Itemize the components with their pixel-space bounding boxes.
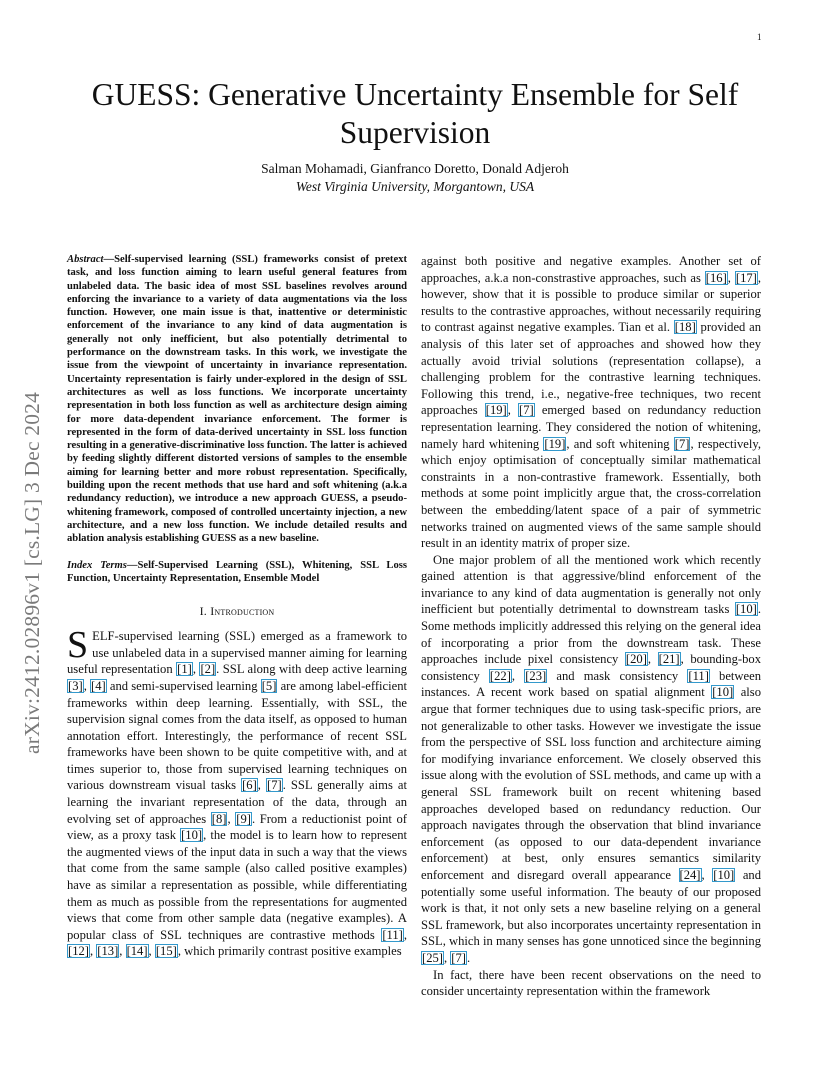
text-span: ,: [727, 270, 735, 285]
author-list: Salman Mohamadi, Gianfranco Doretto, Donald Adjeroh: [261, 161, 569, 176]
citation-link[interactable]: [1]: [177, 662, 192, 677]
text-span: , and soft whitening: [566, 436, 674, 451]
citation-link[interactable]: [10]: [712, 685, 734, 700]
text-span: , which primarily contrast positive examples: [177, 944, 402, 959]
text-span: ,: [227, 811, 236, 826]
citation-link[interactable]: [14]: [126, 944, 148, 959]
citation-link[interactable]: [18]: [674, 320, 696, 335]
citation-link[interactable]: [11]: [688, 668, 709, 683]
index-terms: [67, 559, 407, 586]
text-span: ,: [192, 662, 200, 677]
text-span: . SSL along with deep active learning: [216, 662, 408, 677]
text-span: emerged based on redundancy reduction representation learning. They considered the notion of whitening, namely hard whitening: [421, 403, 761, 451]
text-span: ,: [89, 944, 97, 959]
citation-link[interactable]: [20]: [625, 652, 647, 667]
affiliation: West Virginia University, Morgantown, USA: [295, 179, 535, 194]
text-span: and potentially some useful information. The beauty of our proposed work is that, it not only sets a new baseline relying on a general SSL framework, but also incorporates uncertainty representation in SSL, which in many senses has gone unnoticed since the beginning: [421, 867, 762, 949]
citation-link[interactable]: [3]: [68, 678, 83, 693]
text-span: ,: [403, 927, 407, 942]
text-span: , bounding-box consistency: [421, 652, 761, 683]
citation-link[interactable]: [16]: [705, 270, 727, 285]
text-span: ,: [257, 778, 266, 793]
text-span: . From a reductionist point of view, as a proxy task: [67, 811, 408, 843]
text-span: ,: [119, 944, 126, 959]
text-span: .: [466, 950, 471, 965]
paper-title: GUESS: Generative Uncertainty Ensemble for Self Supervision: [91, 77, 739, 150]
citation-link[interactable]: [4]: [91, 678, 106, 693]
citation-link[interactable]: [6]: [242, 778, 257, 793]
section-title: Introduction: [210, 604, 275, 619]
index-terms-label: Index Terms: [67, 559, 127, 571]
text-span: One major problem of all the mentioned work which recently gained attention is that aggressive/blind enforcement of the invariance to any kind of data augmentation is generally not only inefficient but potentially detrimental to downstream tasks: [421, 552, 761, 617]
text-span: also argue that former techniques due to using task-specific priors, are not generalizable to other tasks. However we investigate the issue from the perspective of SSL loss function and architecture aiming for modifying invariance enforcement. We closely observed this issue along with the evolution of SSL methods, and came up with a general SSL framework built on recent whitening based approaches developed based on redundancy reduction. Our approach navigates through the observation that blind invariance enforcement (as opposed to our data-dependent invariance enforcement) at best, only ensures semantics similarity enforcement and disregard overall appearance: [421, 685, 761, 882]
text-span: ,: [443, 950, 451, 965]
left-column: [67, 253, 407, 960]
citation-link[interactable]: [25]: [422, 950, 443, 965]
text-span: ,: [511, 668, 525, 683]
text-span: between instances. A recent work based on spatial alignment: [421, 668, 762, 700]
citation-link[interactable]: [21]: [658, 652, 680, 667]
text-span: and semi-supervised learning: [106, 678, 261, 693]
citation-link[interactable]: [12]: [68, 944, 89, 959]
section-numeral: I.: [199, 604, 211, 619]
abstract: [67, 253, 407, 546]
citation-link[interactable]: [5]: [261, 678, 277, 693]
abstract-text: —Self-supervised learning (SSL) frameworks consist of pretext task, and loss function aiming to learn useful general features from unlabeled data. The basic idea of most SSL baselines revolves around enforcing the invariance to a variety of data augmentations via the loss function. However, one main issue is that, inattentive or deterministic enforcement of the invariance to any kind of data augmentation is generally not only inefficient, but also potentially detrimental to performance on the downstream tasks. In this work, we investigate the issue from the viewpoint of uncertainty in invariance representation. Uncertainty representation is fairly under-explored in the design of SSL architectures as well as loss functions. We incorporate uncertainty representation in both loss function as well as architecture design aiming for more data-dependent invariance enforcement. The former is represented in the form of data-derived uncertainty in SSL loss function resulting in a generative-discriminative loss function. The latter is achieved by feeding slightly different distorted versions of samples to the ensemble aiming for learning better and more robust representation. Specifically, building upon the recent methods that use hard and soft whitening (a.k.a redundancy reduction), we introduce a new approach GUESS, a pseudo-whitening framework, composed of controlled uncertainty injection, a new architecture, and a new loss function. We include detailed results and ablation analysis establishing GUESS as a new baseline.: [67, 254, 407, 545]
arxiv-identifier: arXiv:2412.02896v1 [cs.LG] 3 Dec 2024: [20, 391, 44, 754]
text-span: ,: [701, 867, 713, 882]
citation-link[interactable]: [23]: [525, 668, 547, 683]
text-span: , respectively, which enjoy optimisation of conceptually similar mathematical constraints in a non-contrastive framework. Essentially, both methods at some point implicitly argue that, the cross-correlation between the embedding/latent space of a pair of symmetric networks trained on augmented views of the same sample should result in an identity matrix of proper size.: [421, 436, 762, 551]
body-paragraph: [421, 253, 761, 552]
abstract-label: Abstract: [67, 254, 104, 265]
text-span: ,: [647, 652, 658, 667]
citation-link[interactable]: [7]: [451, 950, 466, 965]
text-span: ELF-supervised learning (SSL) emerged as a framework to use unlabeled data in a supervised manner aiming for learning useful representation: [67, 629, 407, 677]
page-number: 1: [757, 32, 762, 42]
citation-link[interactable]: [11]: [382, 927, 403, 942]
text-span: In fact, there have been recent observations on the need to consider uncertainty representation within the framework: [421, 967, 761, 999]
citation-link[interactable]: [22]: [489, 668, 511, 683]
citation-link[interactable]: [15]: [155, 944, 177, 959]
text-span: . Some methods implicitly addressed this relying on the general idea of incorporating a prior from the downstream task. These approaches include pixel consistency: [421, 602, 761, 667]
index-terms-text: —Self-Supervised Learning (SSL), Whitening, SSL Loss Function, Uncertainty Representation, Ensemble Model: [67, 559, 407, 584]
citation-link[interactable]: [7]: [674, 436, 690, 451]
right-column: [421, 253, 761, 1000]
citation-link[interactable]: [10]: [735, 602, 757, 617]
citation-link[interactable]: [7]: [519, 403, 534, 418]
text-span: ,: [507, 403, 519, 418]
section-heading-introduction: [67, 604, 407, 619]
citation-link[interactable]: [7]: [267, 778, 282, 793]
text-span: ,: [83, 678, 91, 693]
drop-cap: S: [67, 624, 89, 667]
text-span: against both positive and negative examples. Another set of approaches, a.k.a non-constrastive approaches, such as: [421, 254, 761, 285]
intro-paragraph: [67, 624, 408, 960]
citation-link[interactable]: [13]: [97, 944, 119, 959]
citation-link[interactable]: [2]: [200, 662, 216, 677]
text-span: and mask consistency: [547, 668, 688, 683]
text-span: . SSL generally aims at learning the invariant representation of the data, through an evolving set of approaches: [67, 778, 407, 826]
citation-link[interactable]: [24]: [679, 867, 701, 882]
text-span: , however, show that it is possible to produce similar or superior results to the contrastive approaches, without necessarily requiring to contrast against negative examples. Tian et al.: [421, 270, 762, 335]
citation-link[interactable]: [19]: [485, 403, 507, 418]
citation-link[interactable]: [19]: [544, 436, 566, 451]
citation-link[interactable]: [10]: [181, 828, 203, 843]
text-span: , the model is to learn how to represent the augmented views of the input data in such a way that the views that come from the same sample (also called positive examples) have as similar a representation as possible, while differentiating them as much as possible from the representations for augmented views that come from other sample data (negative examples). A popular class of SSL techniques are contrastive methods: [67, 828, 407, 942]
body-paragraph: [421, 552, 761, 967]
citation-link[interactable]: [8]: [211, 811, 227, 826]
citation-link[interactable]: [17]: [735, 270, 757, 285]
text-span: provided an analysis of this later set of approaches and showed how they actually avoid trivial solutions (representation collapse), a challenging problem for the contrastive learning techniques. Following this trend, i.e., negative-free techniques, two recent approaches: [421, 320, 762, 418]
citation-link[interactable]: [9]: [236, 811, 251, 826]
body-paragraph: [421, 967, 761, 1000]
text-span: ,: [148, 944, 155, 959]
text-span: are among label-efficient frameworks within deep learning. Essentially, with SSL, the supervision signal comes from the data itself, as opposed to human annotation effort. Interestingly, the performance of recent SSL frameworks have been shown to be quite competitive with, and at times superior to, those from supervised learning techniques on various downstream visual tasks: [67, 678, 407, 793]
citation-link[interactable]: [10]: [713, 867, 735, 882]
